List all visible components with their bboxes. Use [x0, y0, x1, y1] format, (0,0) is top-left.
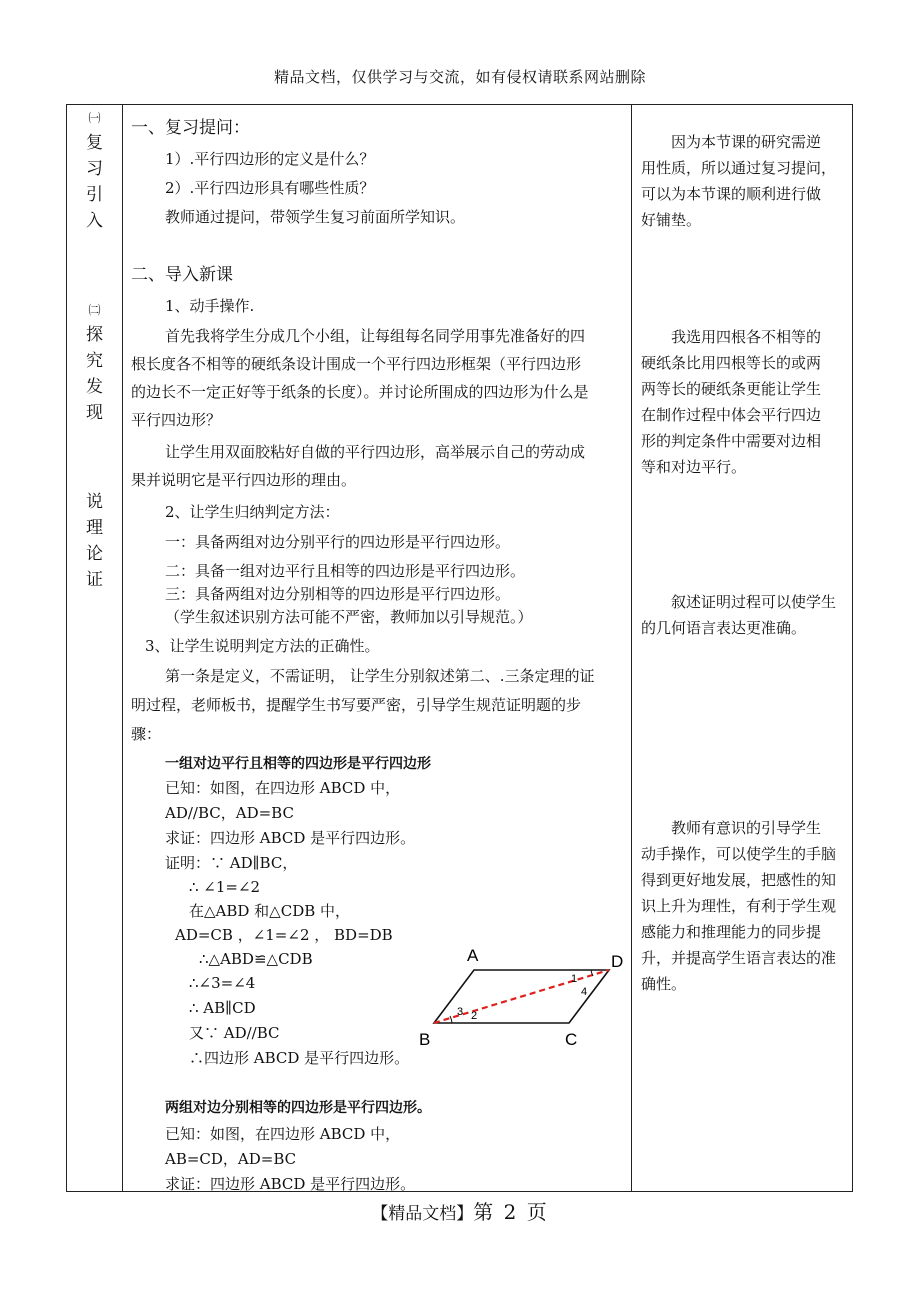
proof-step: 证明：∵ AD∥BC，: [165, 854, 298, 872]
page-number: 第 2 页: [473, 1200, 549, 1224]
theorem-1-condition: AD//BC，AD=BC: [165, 804, 294, 822]
note-line: 我选用四根各不相等的: [671, 328, 822, 346]
section-char: 现: [86, 403, 103, 423]
proof-step: ∴ ∠1=∠2: [189, 878, 261, 896]
section-char: 究: [86, 351, 103, 371]
review-title: 一、复习提问：: [131, 118, 250, 138]
page-footer: [0, 1196, 920, 1225]
section-char: 理: [86, 518, 103, 538]
note-line: 识上升为理性，有利于学生观: [641, 897, 837, 915]
parallelogram-figure: [419, 949, 629, 1053]
proof-step: ∴△ABD≌△CDB: [199, 950, 313, 968]
question-1: 1）.平行四边形的定义是什么？: [165, 150, 375, 168]
proof-step: 又∵ AD//BC: [189, 1024, 280, 1042]
section-explore: [67, 301, 122, 426]
section-char: 说: [86, 492, 103, 512]
theorem-2-title: 两组对边分别相等的四边形是平行四边形。: [165, 1100, 431, 1116]
paragraph-line: 平行四边形？: [131, 411, 222, 429]
theorem-2-given: 已知：如图，在四边形 ABCD 中，: [165, 1125, 401, 1143]
note-line: 感能力和推理能力的同步提: [641, 923, 822, 941]
note-line: 的几何语言表达更准确。: [641, 619, 807, 637]
step-3: 3、让学生说明判定方法的正确性。: [145, 637, 380, 655]
proof-step: AD=CB ，∠1=∠2 ， BD=DB: [175, 926, 393, 944]
theorem-1-title: 一组对边平行且相等的四边形是平行四边形: [165, 756, 431, 772]
column-divider: [122, 105, 123, 1191]
note-line: 确性。: [641, 975, 687, 993]
paragraph-line: 根长度各不相等的硬纸条设计围成一个平行四边形框架（平行四边形: [131, 355, 582, 373]
section-number: ㈡: [88, 303, 101, 317]
note-line: 在制作过程中体会平行四边: [641, 406, 822, 424]
theorem-2-condition: AB=CD，AD=BC: [165, 1150, 297, 1168]
note-line: 得到更好地发展，把感性的知: [641, 871, 837, 889]
note-line: 等和对边平行。: [641, 458, 747, 476]
method-1: 一：具备两组对边分别平行的四边形是平行四边形。: [165, 533, 511, 551]
section-char: 发: [86, 377, 103, 397]
section-char: 入: [86, 211, 103, 231]
review-note: 教师通过提问，带领学生复习前面所学知识。: [165, 208, 466, 226]
note-line: 好铺垫。: [641, 211, 702, 229]
note-line: 因为本节课的研究需逆: [671, 133, 822, 151]
angle-label-1: 1: [571, 973, 578, 985]
paragraph-line: 的边长不一定正好等于纸条的长度）。并讨论所围成的四边形为什么是: [131, 383, 589, 401]
proof-step: ∴ AB∥CD: [189, 999, 256, 1017]
proof-step: ∴四边形 ABCD 是平行四边形。: [189, 1049, 410, 1067]
note-line: 硬纸条比用四根等长的或两: [641, 354, 822, 372]
note-line: 用性质，所以通过复习提问，: [641, 159, 837, 177]
page-header: 精品文档，仅供学习与交流，如有侵权请联系网站删除: [273, 68, 646, 86]
proof-step: ∴∠3=∠4: [189, 974, 256, 992]
note-line: 可以为本节课的顺利进行做: [641, 185, 822, 203]
section-char: 证: [86, 570, 103, 590]
angle-label-4: 4: [581, 986, 588, 998]
method-3: 三：具备两组对边分别相等的四边形是平行四边形。: [165, 585, 511, 603]
paragraph-line: 骤：: [131, 725, 162, 743]
section-char: 习: [86, 159, 103, 179]
vertex-label-c: C: [565, 1030, 578, 1049]
vertex-label-b: B: [419, 1030, 431, 1049]
section-char: 探: [86, 325, 103, 345]
paragraph-line: 第一条是定义，不需证明， 让学生分别叙述第二、.三条定理的证: [165, 667, 595, 685]
note-line: 叙述证明过程可以使学生: [671, 593, 837, 611]
column-divider: [631, 105, 632, 1191]
note-line: 两等长的硬纸条更能让学生: [641, 380, 822, 398]
angle-arc: [450, 1016, 452, 1023]
note-line: 升，并提高学生语言表达的准: [641, 949, 837, 967]
paragraph-line: 让学生用双面胶粘好自做的平行四边形，高举展示自己的劳动成: [165, 443, 586, 461]
theorem-2-prove: 求证：四边形 ABCD 是平行四边形。: [165, 1175, 416, 1193]
angle-label-2: 2: [471, 1010, 478, 1022]
proof-step: 在△ABD 和△CDB 中，: [189, 902, 351, 920]
method-note: （学生叙述识别方法可能不严密，教师加以引导规范。）: [165, 608, 533, 626]
section-char: 复: [86, 133, 103, 153]
note-line: 动手操作，可以使学生的手脑: [641, 845, 837, 863]
paragraph-line: 明过程，老师板书，提醒学生书写要严密，引导学生规范证明题的步: [131, 696, 582, 714]
section-char: 论: [86, 544, 103, 564]
theorem-1-prove: 求证：四边形 ABCD 是平行四边形。: [165, 829, 416, 847]
step-2: 2、让学生归纳判定方法：: [165, 503, 340, 521]
step-1: 1、动手操作.: [165, 297, 255, 315]
section-char: 引: [86, 185, 103, 205]
paragraph-line: 果并说明它是平行四边形的理由。: [131, 471, 357, 489]
paragraph-line: 首先我将学生分成几个小组，让每组每名同学用事先准备好的四: [165, 327, 586, 345]
section-number: ㈠: [88, 111, 101, 125]
question-2: 2）.平行四边形具有哪些性质？: [165, 179, 375, 197]
theorem-1-given: 已知：如图，在四边形 ABCD 中，: [165, 779, 401, 797]
note-line: 教师有意识的引导学生: [671, 819, 822, 837]
section-proof: [67, 489, 122, 593]
angle-label-3: 3: [457, 1006, 464, 1018]
vertex-label-d: D: [611, 952, 624, 971]
section-review: [67, 109, 122, 234]
vertex-label-a: A: [467, 949, 479, 965]
lesson-table: [66, 104, 853, 1192]
note-line: 形的判定条件中需要对边相: [641, 432, 822, 450]
footer-label: 【精品文档】: [371, 1204, 474, 1224]
new-lesson-title: 二、导入新课: [131, 265, 233, 285]
method-2: 二：具备一组对边平行且相等的四边形是平行四边形。: [165, 562, 526, 580]
